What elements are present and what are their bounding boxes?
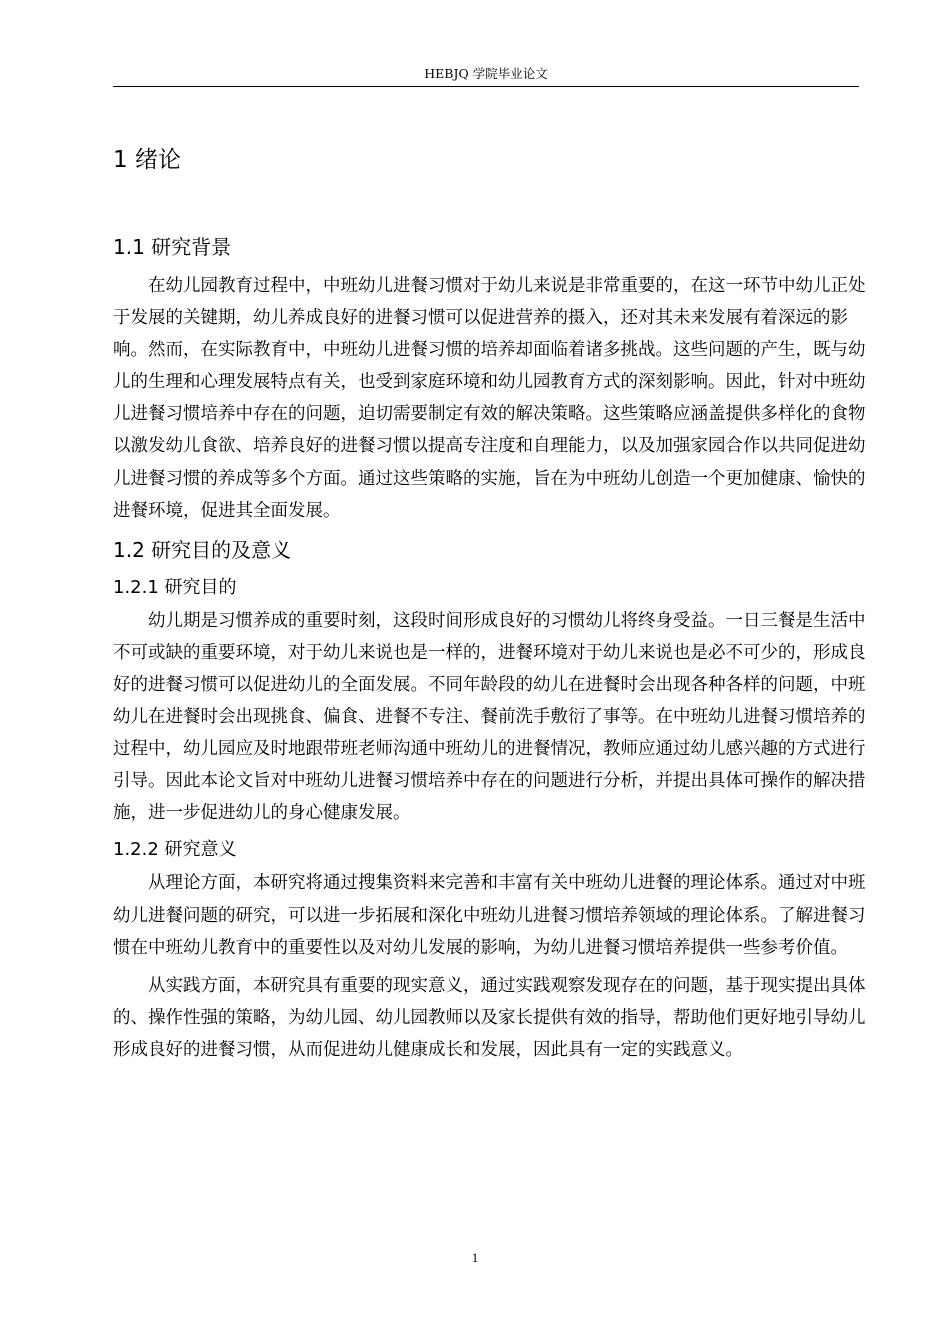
header-rule	[113, 86, 859, 87]
paragraph-significance-practice: 从实践方面，本研究具有重要的现实意义，通过实践观察发现存在的问题，基于现实提出具体的、操作性强的策略，为幼儿园、幼儿园教师以及家长提供有效的指导，帮助他们更好地引导幼儿形成良好的进餐习惯，从而促进幼儿健康成长和发展，因此具有一定的实践意义。	[113, 975, 866, 1060]
subsection-title-1-2-1: 1.2.1 研究目的	[113, 576, 237, 598]
page-header: HEBJQ 学院毕业论文	[424, 66, 548, 81]
section-title-1-2: 1.2 研究目的及意义	[113, 537, 292, 562]
document-body	[113, 140, 867, 1066]
section-title-1-1: 1.1 研究背景	[113, 235, 232, 259]
paragraph-research-purpose: 幼儿期是习惯养成的重要时刻，这段时间形成良好的习惯幼儿将终身受益。一日三餐是生活中不可或缺的重要环境，对于幼儿来说也是一样的，进餐环境对于幼儿来说也是必不可少的，形成良好的进餐习惯可以促进幼儿的全面发展。不同年龄段的幼儿在进餐时会出现各种各样的问题，中班幼儿在进餐时会出现挑食、偏食、进餐不专注、餐前洗手敷衍了事等。在中班幼儿进餐习惯培养的过程中，幼儿园应及时地跟带班老师沟通中班幼儿的进餐情况，教师应通过幼儿感兴趣的方式进行引导。因此本论文旨对中班幼儿进餐习惯培养中存在的问题进行分析，并提出具体可操作的解决措施，进一步促进幼儿的身心健康发展。	[113, 610, 866, 824]
page-number: 1	[471, 1250, 479, 1265]
chapter-title: 1 绪论	[113, 147, 181, 173]
paragraph-significance-theory: 从理论方面，本研究将通过搜集资料来完善和丰富有关中班幼儿进餐的理论体系。通过对中班幼儿进餐问题的研究，可以进一步拓展和深化中班幼儿进餐习惯培养领域的理论体系。了解进餐习惯在中班幼儿教育中的重要性以及对幼儿发展的影响，为幼儿进餐习惯培养提供一些参考价值。	[113, 873, 866, 958]
paragraph-research-background: 在幼儿园教育过程中，中班幼儿进餐习惯对于幼儿来说是非常重要的，在这一环节中幼儿正处于发展的关键期，幼儿养成良好的进餐习惯可以促进营养的摄入，还对其未来发展有着深远的影响。然而，在实际教育中，中班幼儿进餐习惯的培养却面临着诸多挑战。这些问题的产生，既与幼儿的生理和心理发展特点有关，也受到家庭环境和幼儿园教育方式的深刻影响。因此，针对中班幼儿进餐习惯培养中存在的问题，迫切需要制定有效的解决策略。这些策略应涵盖提供多样化的食物以激发幼儿食欲、培养良好的进餐习惯以提高专注度和自理能力，以及加强家园合作以共同促进幼儿进餐习惯的养成等多个方面。通过这些策略的实施，旨在为中班幼儿创造一个更加健康、愉快的进餐环境，促进其全面发展。	[113, 276, 866, 521]
subsection-title-1-2-2: 1.2.2 研究意义	[113, 839, 237, 861]
